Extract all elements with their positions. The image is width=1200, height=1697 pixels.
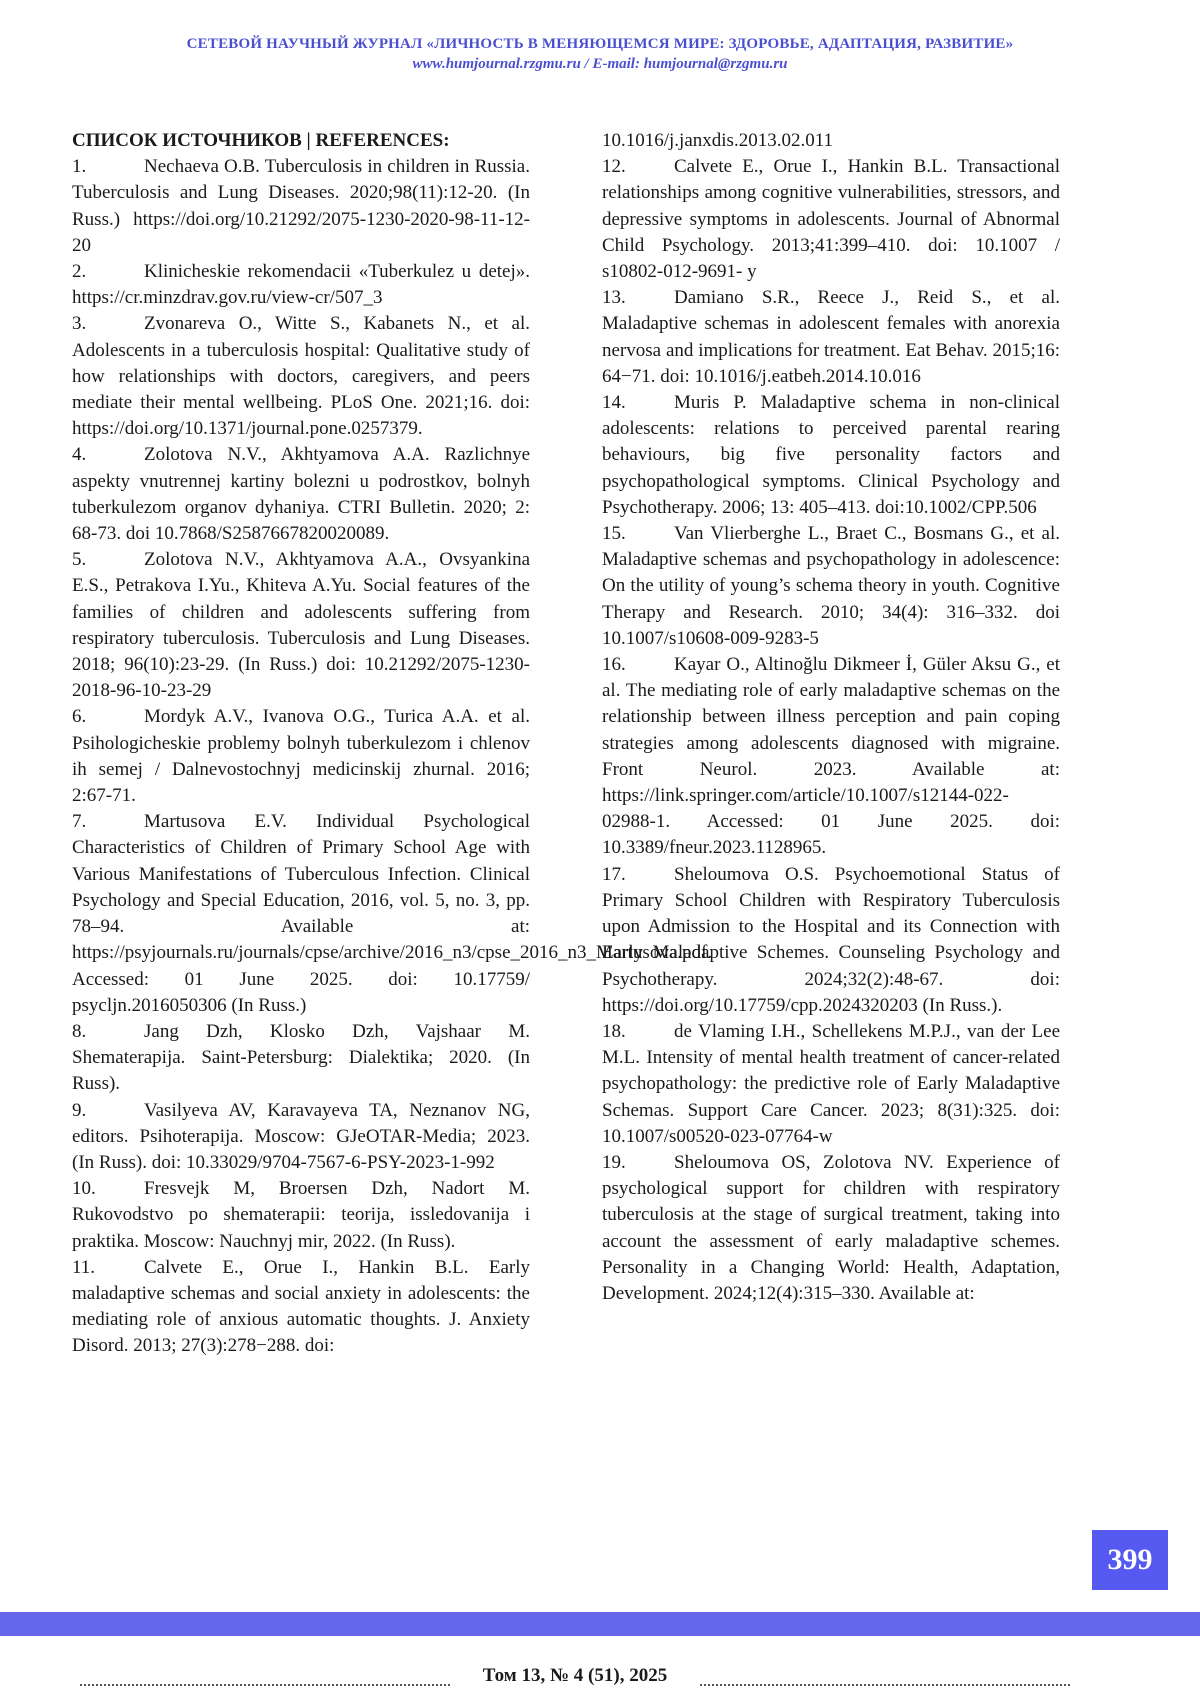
reference-text: Muris P. Maladaptive schema in non-clinical adolescents: relations to perceived parental rearing behaviours, big five personality factors and psychopathological symptoms. Clinical Psychology and Psychotherapy. 2006; 13: 405–413. doi:10.1002/CPP.506 [602,392,1060,518]
reference-item [602,521,1060,652]
footer-dotted-line-right [700,1684,1070,1686]
reference-item [72,809,713,1019]
references-list-right [602,154,1060,1307]
page-number: 399 [1092,1530,1168,1590]
reference-number: 7. [72,811,87,833]
reference-item [72,1098,530,1177]
reference-continuation: 10.1016/j.janxdis.2013.02.011 [602,130,833,151]
footer-dotted-line-left [80,1684,450,1686]
reference-text: Damiano S.R., Reece J., Reid S., et al. Maladaptive schemas in adolescent females with anorexia nervosa and implications for treatment. Eat Behav. 2015;16: 64−71. doi: 10.1016/j.eatbeh.2014.10.016 [602,287,1060,387]
reference-item [72,1019,530,1098]
journal-title: СЕТЕВОЙ НАУЧНЫЙ ЖУРНАЛ «ЛИЧНОСТЬ В МЕНЯЮЩЕМСЯ МИРЕ: ЗДОРОВЬЕ, АДАПТАЦИЯ, РАЗВИТИЕ» [186,36,1014,52]
reference-number: 6. [72,706,87,728]
reference-text: Vasilyeva AV, Karavayeva TA, Neznanov NG, editors. Psihoterapija. Moscow: GJeOTAR-Media; 2023. (In Russ). doi: 10.33029/9704-7567-6-PSY-2023-1-992 [72,1099,530,1173]
reference-item [72,154,530,259]
reference-number: 19. [602,1151,626,1173]
reference-item [72,704,530,809]
references-right-column [602,128,1060,1307]
reference-item [602,390,1060,521]
reference-number: 5. [72,549,87,571]
reference-item [602,862,1060,1019]
issue-info: Том 13, № 4 (51), 2025 [482,1665,668,1686]
reference-number: 13. [602,287,626,309]
reference-number: 1. [72,156,87,178]
reference-number: 18. [602,1020,626,1042]
reference-number: 16. [602,654,626,676]
journal-header [0,34,1200,74]
reference-number: 2. [72,261,87,283]
reference-number: 17. [602,863,626,885]
reference-text: Zolotova N.V., Akhtyamova A.A. Razlichnye aspekty vnutrennej kartiny bolezni u podrostkov, bolnyh tuberkulezom organov dyhaniya. CTRI Bulletin. 2020; 2: 68-73. doi 10.7868/S2587667820020089. [72,444,530,545]
reference-number: 10. [72,1178,96,1200]
reference-number: 12. [602,156,626,178]
reference-text: Calvete E., Orue I., Hankin B.L. Transactional relationships among cognitive vulnerabilities, stressors, and depressive symptoms in adolescents. Journal of Abnormal Child Psychology. 2013;41:399–410. doi: 10.1007 / s10802-012-9691- y [602,156,1060,283]
reference-text: de Vlaming I.H., Schellekens M.P.J., van der Lee M.L. Intensity of mental health treatment of cancer-related psychopathology: the predictive role of Early Maladaptive Schemas. Support Care Cancer. 2023; 8(31):325. doi: 10.1007/s00520-023-07764-w [602,1020,1060,1147]
reference-text: Kayar O., Altinoğlu Dikmeer İ, Güler Aksu G., et al. The mediating role of early maladaptive schemas on the relationship between illness perception and pain coping strategies among adolescents diagnosed with migraine. Front Neurol. 2023. Available at: https://link.springer.com/article/10.1007/s12144-022-02988-1. Accessed: 01 June 2025. doi: 10.3389/fneur.2023.1128965. [602,654,1060,859]
reference-item [602,652,1060,862]
reference-item [602,154,1060,285]
reference-item [72,1255,530,1360]
reference-text: Martusova E.V. Individual Psychological Characteristics of Children of Primary School Age with Various Manifestations of Tuberculous Infection. Clinical Psychology and Special Education, 2016, vol. 5, no. 3, pp. 78–94. Available at: https://psyjournals.ru/journals/cpse/archive/2016_n3/cpse_2016_n3_Martusova.pdf. Accessed: 01 June 2025. doi: 10.17759/ psycljn.2016050306 (In Russ.) [72,811,713,1016]
reference-item [72,547,530,704]
reference-number: 4. [72,444,87,466]
reference-text: Nechaeva O.B. Tuberculosis in children in Russia. Tuberculosis and Lung Diseases. 2020;98(11):12-20. (In Russ.) https://doi.org/10.21292/2075-1230-2020-98-11-12-20 [72,156,530,256]
references-heading: СПИСОК ИСТОЧНИКОВ | REFERENCES: [72,130,450,151]
reference-text: Mordyk A.V., Ivanova O.G., Turica A.A. et al. Psihologicheskie problemy bolnyh tuberkulezom i chlenov ih semej / Dalnevostochnyj medicinskij zhurnal. 2016; 2:67-71. [72,706,530,807]
reference-item [72,442,530,547]
reference-text: Van Vlierberghe L., Braet C., Bosmans G., et al. Maladaptive schemas and psychopathology in adolescence: On the utility of young’s schema theory in youth. Cognitive Therapy and Research. 2010; 34(4): 316–332. doi 10.1007/s10608-009-9283-5 [602,523,1060,649]
reference-item [602,285,1060,390]
reference-text: Klinicheskie rekomendacii «Tuberkulez u detej». https://cr.minzdrav.gov.ru/view-cr/507_3 [72,261,530,309]
reference-number: 11. [72,1256,96,1278]
reference-text: Fresvejk M, Broersen Dzh, Nadort M. Rukovodstvo po shematerapii: teorija, issledovanija i praktika. Moscow: Nauchnyj mir, 2022. (In Russ). [72,1178,530,1252]
reference-text: Sheloumova OS, Zolotova NV. Experience of psychological support for children with respiratory tuberculosis at the stage of surgical treatment, taking into account the assessment of early maladaptive schemes. Personality in a Changing World: Health, Adaptation, Development. 2024;12(4):315–330. Available at: [602,1151,1060,1304]
reference-item [72,259,530,311]
reference-number: 14. [602,392,626,414]
reference-text: Zvonareva O., Witte S., Kabanets N., et al. Adolescents in a tuberculosis hospital: Qualitative study of how relationships with doctors, caregivers, and peers mediate their mental wellbeing. PLoS One. 2021;16. doi: https://doi.org/10.1371/journal.pone.0257379. [72,313,530,440]
reference-number: 3. [72,313,87,335]
footer-band [0,1612,1200,1636]
reference-number: 9. [72,1099,87,1121]
reference-item [72,1176,530,1255]
reference-text: Sheloumova O.S. Psychoemotional Status of Primary School Children with Respiratory Tuberculosis upon Admission to the Hospital and its Connection with Early Maladaptive Schemes. Counseling Psychology and Psychotherapy. 2024;32(2):48-67. doi: https://doi.org/10.17759/cpp.2024320203 (In Russ.). [602,863,1060,1016]
reference-text: Calvete E., Orue I., Hankin B.L. Early maladaptive schemas and social anxiety in adolescents: the mediating role of anxious automatic thoughts. J. Anxiety Disord. 2013; 27(3):278−288. doi: [72,1256,530,1357]
journal-contacts: www.humjournal.rzgmu.ru / E-mail: humjournal@rzgmu.ru [412,56,788,72]
reference-text: Zolotova N.V., Akhtyamova A.A., Ovsyankina E.S., Petrakova I.Yu., Khiteva A.Yu. Social features of the families of children and adolescents suffering from respiratory tuberculosis. Tuberculosis and Lung Diseases. 2018; 96(10):23-29. (In Russ.) doi: 10.21292/2075-1230-2018-96-10-23-29 [72,549,530,702]
reference-item [72,311,530,442]
reference-item [602,1019,1060,1150]
reference-number: 8. [72,1020,87,1042]
reference-item [602,1150,1060,1307]
reference-text: Jang Dzh, Klosko Dzh, Vajshaar M. Shematerapija. Saint-Petersburg: Dialektika; 2020. (In Russ). [72,1020,530,1095]
reference-number: 15. [602,523,626,545]
